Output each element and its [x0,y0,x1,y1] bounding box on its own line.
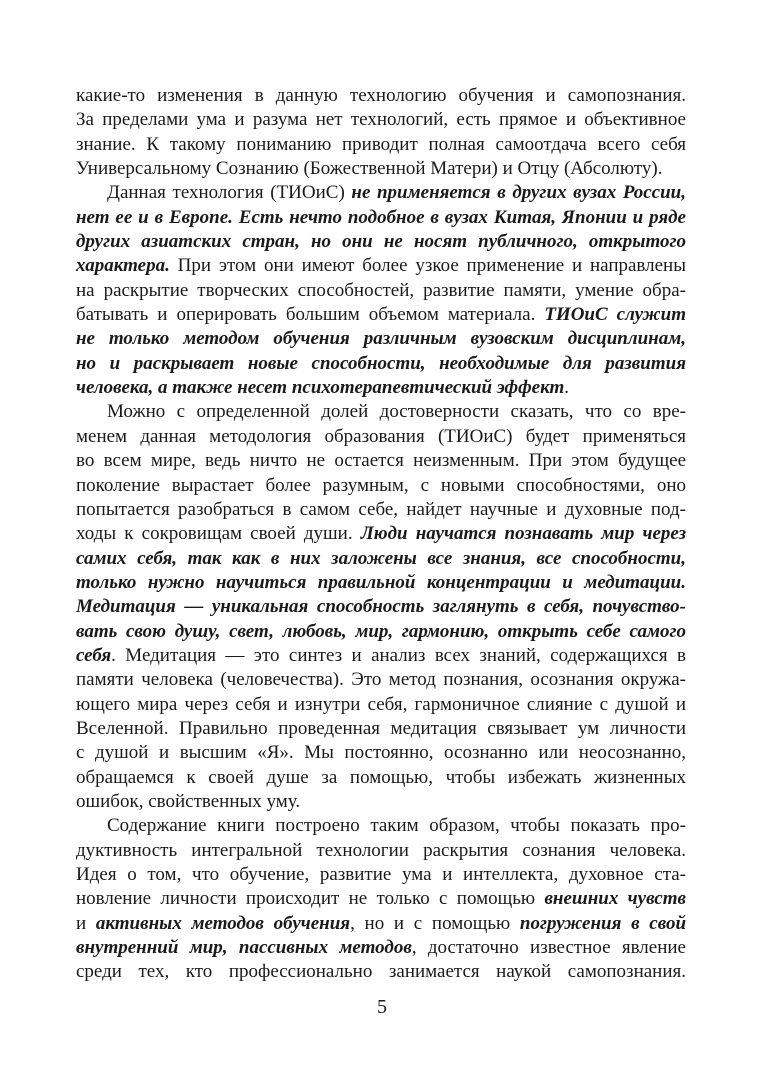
text-segment: дуктивность интегральной технологии раскрытия сознания человека. [76,839,686,861]
emphasis-text: не применяется в других вузах России, [351,182,686,204]
text-segment: батывать и оперировать большим объемом материала. [76,304,545,326]
emphasis-text: себя [76,644,112,666]
text-segment: . Медитация — это синтез и анализ всех знаний, содержащихся в [111,644,686,666]
emphasis-text: активных методов обучения [95,912,351,934]
text-line [76,693,686,717]
text-line [76,425,686,449]
emphasis-text: Медитация — уникальная способность заглянуть в себя, почувство- [76,596,686,618]
text-segment: Можно с определенной долей достоверности сказать, что со вре- [107,401,686,423]
emphasis-text: человека, а также несет психотерапевтический эффект [76,377,565,399]
text-segment: ошибок, свойственных уму. [76,790,301,812]
text-segment: Вселенной. Правильно проведенная медитация связывает ум личности [76,717,686,739]
text-line [76,206,686,230]
text-segment: За пределами ума и разума нет технологий, есть прямое и объективное [76,109,686,131]
text-segment: обращаемся к своей душе за помощью, чтобы избежать жизненных [76,766,686,788]
text-segment: во всем мире, ведь ничто не остается неизменным. При этом будущее [76,450,686,472]
text-line [76,814,686,838]
text-segment: попытается разобраться в самом себе, найдет научные и духовные под- [76,498,686,520]
emphasis-text: Люди научатся познавать мир через [360,523,686,545]
text-line [76,887,686,911]
text-line [76,133,686,157]
text-line [76,912,686,936]
text-line [76,547,686,571]
body-text [76,84,686,985]
text-line [76,449,686,473]
text-line [76,303,686,327]
text-line [76,595,686,619]
text-segment: знание. К такому пониманию приводит полная самоотдача всего себя [76,133,686,155]
text-line [76,960,686,984]
text-line [76,522,686,546]
text-segment: менем данная методология образования (ТИОиС) будет применяться [76,425,686,447]
emphasis-text: но и раскрывает новые способности, необходимые для развития [76,352,686,374]
text-line [76,571,686,595]
page-number: 5 [377,996,387,1018]
text-segment: новление личности происходит не только с помощью [76,888,545,910]
text-segment: памяти человека (человечества). Это метод познания, осознания окружа- [76,669,686,691]
emphasis-text: ТИОиС служит [544,304,686,326]
text-segment: и [76,912,96,934]
text-segment: ющего мира через себя и изнутри себя, гармоничное слияние с душой и [76,693,686,715]
text-line [76,327,686,351]
text-segment: При этом они имеют более узкое применение и направлены [169,255,686,277]
emphasis-text: нет ее и в Европе. Есть нечто подобное в вузах Китая, Японии и ряде [76,206,686,228]
text-segment: . [564,377,570,399]
text-line [76,620,686,644]
text-segment: , достаточно известное явление [411,937,686,959]
text-line [76,157,686,181]
text-line [76,741,686,765]
text-segment: Содержание книги построено таким образом, чтобы показать про- [107,815,686,837]
text-segment: среди тех, кто профессионально занимается наукой самопознания. [76,961,686,983]
emphasis-text: внешних чувств [544,888,687,910]
text-line [76,717,686,741]
text-line [76,644,686,668]
text-segment: с душой и высшим «Я». Мы постоянно, осознанно или неосознанно, [76,742,686,764]
text-line [76,279,686,303]
emphasis-text: самих себя, так как в них заложены все знания, все способности, [76,547,686,569]
emphasis-text: не только методом обучения различным вузовским дисциплинам, [76,328,686,350]
text-segment: , но и с помощью [350,912,520,934]
text-line [76,839,686,863]
text-segment: ходы к сокровищам своей души. [76,523,361,545]
text-segment: на раскрытие творческих способностей, развитие памяти, умение обра- [76,279,686,301]
text-line [76,181,686,205]
emphasis-text: только нужно научиться правильной концентрации и медитации. [76,571,686,593]
emphasis-text: характера. [76,255,170,277]
text-line [76,863,686,887]
text-segment: Универсальному Сознанию (Божественной Матери) и Отцу (Абсолюту). [76,158,663,180]
emphasis-text: вать свою душу, свет, любовь, мир, гармонию, открыть себе самого [76,620,686,642]
text-line [76,254,686,278]
text-segment: Данная технология (ТИОиС) [107,182,352,204]
text-segment: поколение вырастает более разумным, с новыми способностями, оно [76,474,686,496]
text-line [76,108,686,132]
text-line [76,790,686,814]
text-line [76,376,686,400]
text-segment: какие-то изменения в данную технологию обучения и самопознания. [76,85,686,106]
text-line [76,84,686,108]
text-line [76,400,686,424]
text-line [76,668,686,692]
emphasis-text: погружения в свой [519,912,687,934]
text-line [76,498,686,522]
text-line [76,352,686,376]
text-segment: Идея о том, что обучение, развитие ума и интеллекта, духовное ста- [76,864,686,885]
text-line [76,766,686,790]
text-line [76,230,686,254]
emphasis-text: других азиатских стран, но они не носят публичного, открытого [76,231,686,253]
text-line [76,474,686,498]
text-line [76,936,686,960]
emphasis-text: внутренний мир, пассивных методов [76,937,412,959]
